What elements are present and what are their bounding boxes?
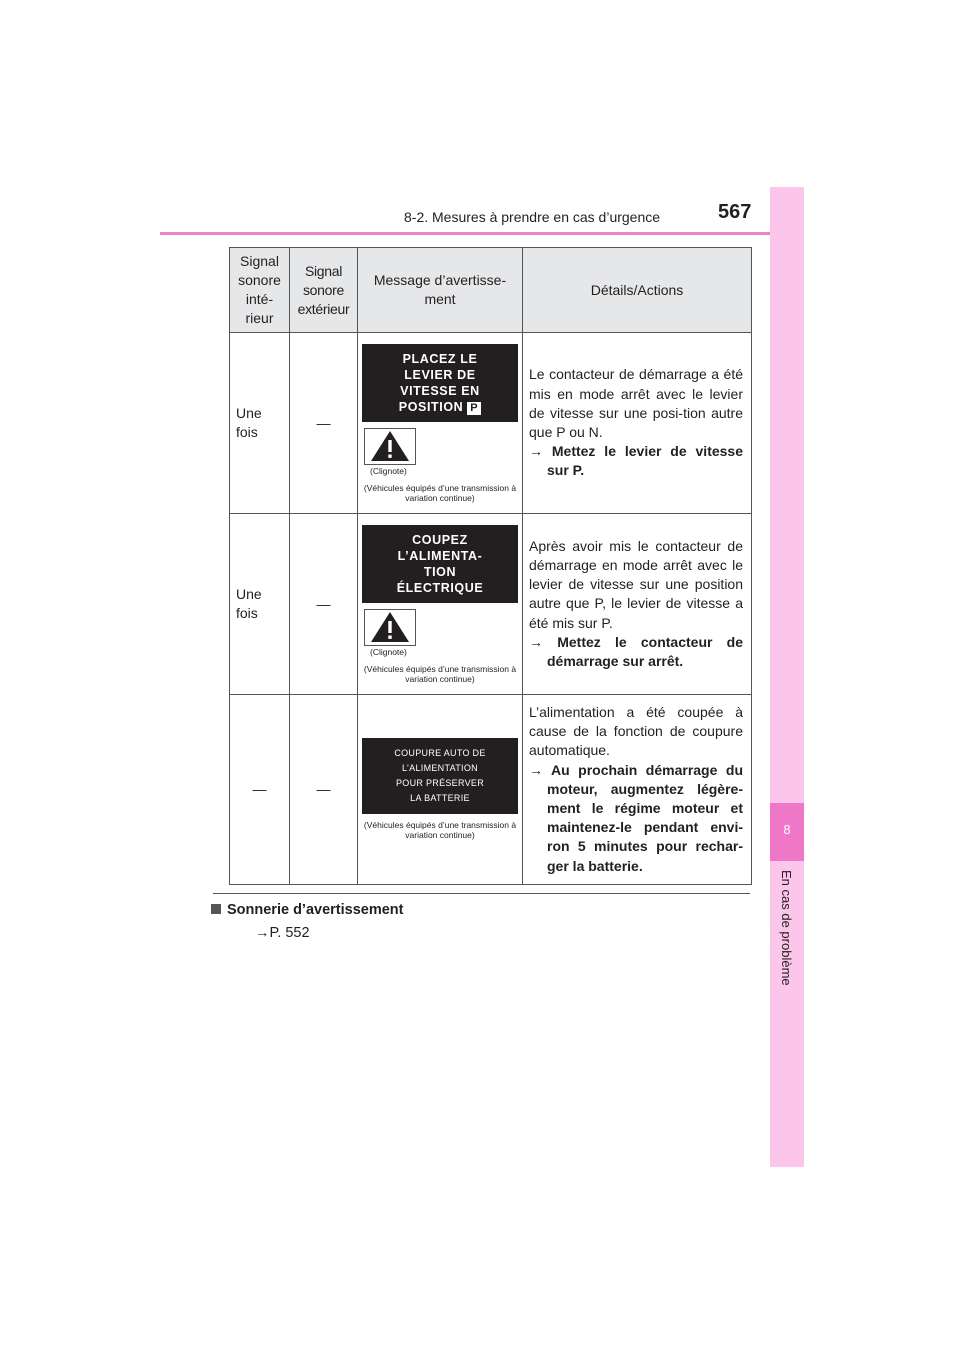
display-line: PLACEZ LE bbox=[402, 351, 478, 366]
chapter-label: En cas de problème bbox=[779, 870, 794, 986]
action-text: → Mettez le levier de vitesse sur P. bbox=[529, 443, 743, 479]
display-line: ÉLECTRIQUE bbox=[396, 580, 484, 595]
master-warning-icon bbox=[364, 609, 416, 646]
display-line: POUR PRÉSERVER bbox=[395, 778, 485, 789]
exterior-buzzer-cell: — bbox=[290, 695, 358, 885]
section-rule bbox=[213, 893, 750, 894]
master-warning-icon bbox=[364, 428, 416, 465]
action-text: → Mettez le contacteur de démarrage sur arrêt. bbox=[529, 633, 743, 669]
header-rule bbox=[160, 232, 804, 235]
details-cell bbox=[523, 333, 752, 514]
flash-note: (Clignote) bbox=[370, 465, 407, 476]
variant-note: (Véhicules équipés d’une transmission à variation continue) bbox=[363, 482, 517, 503]
chapter-number: 8 bbox=[783, 822, 791, 837]
detail-text: L’alimentation a été coupée à cause de la fonction de coupure automatique. bbox=[529, 704, 743, 759]
detail-text: Le contacteur de démarrage a été mis en mode arrêt avec le levier de vitesse sur une posi-tion autre que P ou N. bbox=[529, 366, 743, 440]
table-row bbox=[230, 695, 752, 885]
display-line: COUPURE AUTO DE bbox=[394, 748, 486, 759]
display-line: VITESSE EN bbox=[400, 383, 480, 398]
arrow-icon: → bbox=[529, 633, 543, 650]
detail-text: Après avoir mis le contacteur de démarrage en mode arrêt avec le levier de vitesse sur une position autre que P, le levier de vitesse a été mis sur P. bbox=[529, 537, 743, 631]
display-line: COUPEZ bbox=[412, 532, 468, 547]
message-cell bbox=[358, 333, 523, 514]
table-row bbox=[230, 514, 752, 695]
col-message: Message d’avertisse-ment bbox=[358, 248, 523, 333]
page-reference[interactable]: →P. 552 bbox=[255, 925, 310, 941]
interior-buzzer-cell: Une fois bbox=[230, 514, 290, 695]
arrow-icon: → bbox=[529, 443, 543, 460]
table-header-row bbox=[230, 248, 752, 333]
variant-note: (Véhicules équipés d’une transmission à variation continue) bbox=[363, 663, 517, 684]
square-bullet-icon bbox=[211, 904, 221, 914]
col-details: Détails/Actions bbox=[523, 248, 752, 333]
exterior-buzzer-cell: — bbox=[290, 333, 358, 514]
message-cell bbox=[358, 695, 523, 885]
display-line: L’ALIMENTA- bbox=[397, 548, 483, 563]
section-title: 8-2. Mesures à prendre en cas d’urgence bbox=[404, 209, 661, 225]
interior-buzzer-cell: Une fois bbox=[230, 333, 290, 514]
chapter-tab bbox=[770, 187, 804, 1167]
exterior-buzzer-cell: — bbox=[290, 514, 358, 695]
col-interior-buzzer: Signal sonore inté-rieur bbox=[230, 248, 290, 333]
flash-note: (Clignote) bbox=[370, 646, 407, 657]
display-line: LEVIER DE bbox=[404, 367, 476, 382]
display-line: LA BATTERIE bbox=[410, 793, 470, 804]
display-line: TION bbox=[423, 564, 457, 579]
park-badge: P bbox=[467, 402, 481, 415]
page-number: 567 bbox=[718, 201, 752, 223]
details-cell bbox=[523, 514, 752, 695]
display-line: L’ALIMENTATION bbox=[402, 763, 478, 774]
warning-display bbox=[362, 525, 518, 603]
table-row bbox=[230, 333, 752, 514]
warning-display bbox=[362, 738, 518, 814]
details-cell bbox=[523, 695, 752, 885]
warning-table bbox=[229, 247, 752, 885]
subsection-heading: Sonnerie d’avertissement bbox=[211, 902, 404, 918]
interior-buzzer-cell: — bbox=[230, 695, 290, 885]
warning-display bbox=[362, 344, 518, 422]
message-cell bbox=[358, 514, 523, 695]
action-text: → Au prochain démarrage du moteur, augmentez légère-ment le régime moteur et maintenez-le pendant envi-ron 5 minutes pour rechar-ger la batterie. bbox=[529, 761, 743, 874]
arrow-icon: → bbox=[255, 925, 270, 941]
variant-note: (Véhicules équipés d’une transmission à variation continue) bbox=[363, 820, 517, 841]
arrow-icon: → bbox=[529, 761, 543, 778]
col-exterior-buzzer: Signal sonore extérieur bbox=[290, 248, 358, 333]
display-line: POSITION P bbox=[362, 399, 518, 415]
